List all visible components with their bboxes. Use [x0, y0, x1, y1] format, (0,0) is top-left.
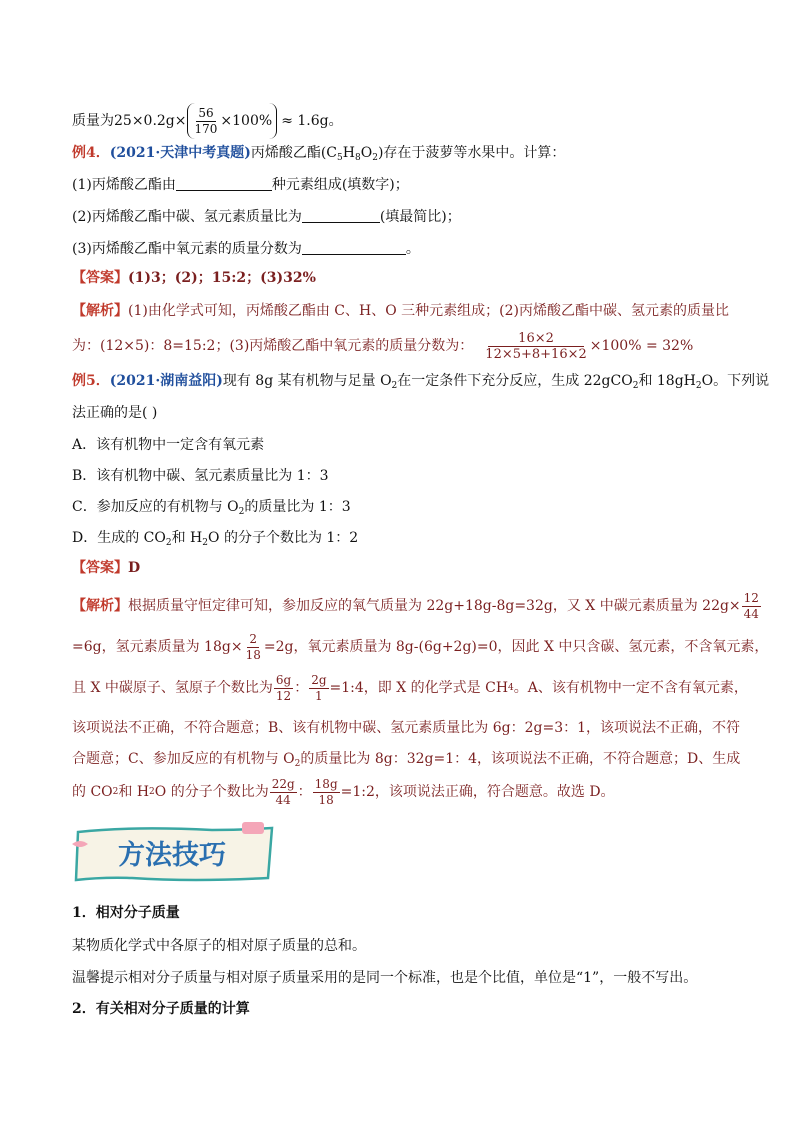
- text: 且 X 中碳原子、氢原子个数比为: [72, 680, 273, 696]
- fraction: [274, 673, 293, 704]
- example4-q2: [72, 207, 461, 227]
- option-a[interactable]: A．该有机物中一定含有氧元素: [72, 437, 265, 453]
- section1-text: 某物质化学式中各原子的相对原子质量的总和。: [72, 938, 366, 954]
- numerator: 6g: [275, 672, 292, 687]
- text: 质量为: [72, 113, 114, 129]
- fraction: [270, 777, 297, 808]
- subscript: 2: [238, 507, 245, 517]
- example4-analysis-1: [72, 301, 729, 321]
- example5-stem: [72, 371, 769, 396]
- subscript: 2: [202, 538, 209, 548]
- text: 丙烯酸乙酯(C: [250, 145, 338, 161]
- subscript: 2: [632, 381, 639, 391]
- text: (1)丙烯酸乙酯由: [72, 177, 176, 193]
- text: 现有 8g 某有机物与足量 O: [222, 373, 392, 389]
- denominator: 44: [275, 792, 291, 807]
- subscript: 5: [337, 153, 343, 163]
- subscript: 8: [354, 153, 361, 163]
- source-tag: (2021·天津中考真题): [109, 145, 251, 161]
- method-tips-banner: [72, 822, 277, 884]
- banner-title: 方法技巧: [118, 840, 226, 871]
- section1-title: 1．相对分子质量: [72, 905, 180, 921]
- answer-blank[interactable]: [302, 208, 380, 223]
- answer-text: (1)3；(2)；15:2；(3)32%: [128, 270, 316, 286]
- text: 在一定条件下充分反应，生成 22gCO: [397, 373, 633, 389]
- analysis-label: 【解析】: [72, 303, 128, 319]
- text: O 的分子个数比为: [154, 784, 269, 800]
- denominator: 18: [318, 792, 334, 807]
- text: 根据质量守恒定律可知，参加反应的氧气质量为 22g+18g-8g=32g，又 X 中碳元素质量为 22g×: [128, 598, 741, 614]
- text: (填最简比)；: [379, 209, 461, 225]
- text: 和 H: [118, 784, 150, 800]
- subscript: 2: [112, 787, 119, 797]
- fraction: [483, 331, 588, 362]
- text: 和 H: [171, 530, 203, 546]
- text: 。: [328, 113, 343, 129]
- text: 合题意；C、参加反应的有机物与 O: [72, 751, 295, 767]
- example4-q1: [72, 175, 409, 195]
- example5-analysis-5: [72, 749, 740, 774]
- option-c[interactable]: [72, 497, 351, 522]
- text: ：: [294, 680, 309, 696]
- text: O。下列说: [701, 373, 770, 389]
- subscript: 2: [165, 538, 172, 548]
- text: ：: [297, 784, 312, 800]
- numerator: 56: [198, 105, 214, 120]
- text: 的质量比为 8g：32g=1：4，该项说法不正确，不符合题意；D、生成: [300, 751, 741, 767]
- numerator: 22g: [271, 776, 295, 791]
- fraction: [309, 673, 328, 704]
- text: C．参加反应的有机物与 O: [72, 499, 239, 515]
- numerator: 2g: [311, 672, 327, 687]
- text: (3)丙烯酸乙酯中氧元素的质量分数为: [72, 241, 302, 257]
- example5-stem-line2: 法正确的是( ): [72, 405, 158, 421]
- text: D．生成的 CO: [72, 530, 166, 546]
- section1-tip: 温馨提示相对分子质量与相对原子质量采用的是同一个标准，也是个比值，单位是“1”，一般不写出。: [72, 970, 698, 986]
- example5-analysis-1: [72, 586, 762, 626]
- denominator: 18: [245, 647, 261, 662]
- option-d[interactable]: [72, 528, 358, 553]
- text: O 的分子个数比为 1：2: [208, 530, 359, 546]
- answer-blank[interactable]: [302, 240, 406, 255]
- text: (2)丙烯酸乙酯中碳、氢元素质量比为: [72, 209, 302, 225]
- text: =6g，氢元素质量为 18g×: [72, 639, 243, 655]
- example4-stem: [72, 143, 565, 168]
- text: =1:4，即 X 的化学式是 CH: [329, 680, 509, 696]
- fraction: [742, 591, 761, 622]
- answer-label: 【答案】: [72, 560, 128, 576]
- option-b[interactable]: B．该有机物中碳、氢元素质量比为 1：3: [72, 468, 329, 484]
- answer-label: 【答案】: [72, 270, 128, 286]
- denominator: 1: [315, 688, 323, 703]
- text: 的 CO: [72, 784, 113, 800]
- example5-analysis-2: [72, 627, 768, 667]
- text: 种元素组成(填数字)；: [271, 177, 409, 193]
- subscript: 2: [294, 759, 301, 769]
- continuation-line: [72, 103, 343, 139]
- example4-q3: [72, 239, 420, 259]
- text: ×100% = 32%: [589, 338, 694, 354]
- example5-analysis-6: [72, 772, 615, 812]
- text: 的质量比为 1：3: [244, 499, 351, 515]
- denominator: 170: [194, 121, 218, 136]
- section2-title: 2．有关相对分子质量的计算: [72, 1001, 250, 1017]
- text: 。: [405, 241, 420, 257]
- paren-expression: [187, 103, 278, 139]
- text: H: [342, 145, 355, 161]
- subscript: 2: [149, 787, 155, 797]
- text: (1)由化学式可知，丙烯酸乙酯由 C、H、O 三种元素组成；(2)丙烯酸乙酯中碳、氢元素的质量比: [128, 303, 729, 319]
- text: ≈ 1.6g: [281, 113, 329, 129]
- example-label: 例5．: [72, 373, 110, 389]
- text: 和 18gH: [638, 373, 696, 389]
- numerator: 2: [249, 631, 258, 646]
- denominator: 44: [743, 606, 759, 621]
- numerator: 12: [743, 590, 759, 605]
- text: =1:2，该项说法正确，符合题意。故选 D。: [340, 784, 615, 800]
- denominator: 12×5+8+16×2: [485, 346, 587, 362]
- source-tag: (2021·湖南益阳): [109, 373, 223, 389]
- example-label: 例4．: [72, 145, 110, 161]
- text: ×100%: [220, 113, 273, 129]
- fraction: [244, 632, 263, 663]
- analysis-label: 【解析】: [72, 598, 128, 614]
- clip-decoration: [242, 822, 264, 834]
- fraction: [313, 777, 340, 808]
- fraction: [193, 106, 220, 137]
- answer-text: D: [128, 560, 141, 576]
- text: )存在于菠萝等水果中。计算：: [377, 145, 566, 161]
- example4-analysis-2: [72, 326, 693, 366]
- text: =2g，氧元素质量为 8g-(6g+2g)=0，因此 X 中只含碳、氢元素，不含氧元素，: [263, 639, 769, 655]
- subscript: 2: [372, 153, 378, 163]
- subscript: 2: [391, 381, 398, 391]
- numerator: 16×2: [488, 331, 584, 347]
- subscript: 2: [695, 381, 702, 391]
- example4-answer: [72, 268, 316, 288]
- text: 为：(12×5)：8=15:2；(3)丙烯酸乙酯中氧元素的质量分数为：: [72, 338, 474, 354]
- answer-blank[interactable]: [176, 176, 272, 191]
- subscript: 4: [508, 683, 514, 693]
- example5-analysis-4: 该项说法不正确，不符合题意；B、该有机物中碳、氢元素质量比为 6g：2g=3：1，该项说法不正确，不符: [72, 720, 741, 736]
- text: O: [360, 145, 373, 161]
- text: 。A、该有机物中一定不含有氧元素，: [513, 680, 748, 696]
- example5-analysis-3: [72, 668, 748, 708]
- text: 25×0.2g×: [114, 113, 187, 129]
- denominator: 12: [275, 688, 292, 703]
- example5-answer: [72, 558, 140, 578]
- numerator: 18g: [314, 776, 338, 791]
